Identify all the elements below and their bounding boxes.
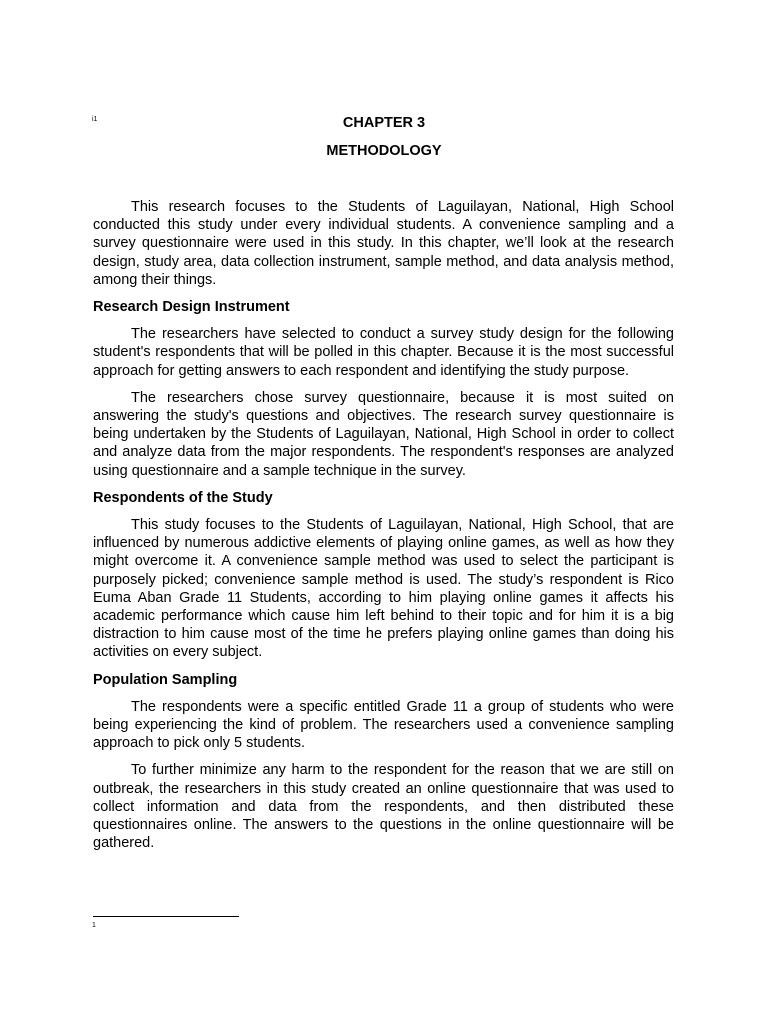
footnote-separator <box>93 916 239 917</box>
paragraph: The respondents were a specific entitled Grade 11 a group of students who were being experiencing the kind of problem. The researchers used a convenience sampling approach to pick only 5 students. <box>93 698 674 752</box>
section-heading-research-design: Research Design Instrument <box>93 299 290 316</box>
reference-mark: i1 <box>92 116 98 123</box>
chapter-heading: CHAPTER 3 <box>342 115 426 131</box>
document-body <box>93 198 674 862</box>
chapter-title: METHODOLOGY <box>326 143 442 159</box>
section-heading-respondents: Respondents of the Study <box>93 489 273 506</box>
paragraph: This study focuses to the Students of Laguilayan, National, High School, that are influenced by numerous addictive elements of playing online games, as well as how they might overcome it. A convenience sample method was used to select the participant is purposely picked; convenience sample method is used. The study’s respondent is Rico Euma Aban Grade 11 Students, according to him playing online games it affects his academic performance which cause him left behind to their topic and for him it is a big distraction to him cause most of the time he prefers playing online games than doing his activities on every subject. <box>93 517 674 661</box>
paragraph: The researchers chose survey questionnaire, because it is most suited on answering the study's questions and objectives. The research survey questionnaire is being undertaken by the Students of Laguilayan, National, High School in order to collect and analyze data from the major respondents. The respondent's responses are analyzed using questionnaire and a sample technique in the survey. <box>93 389 674 479</box>
footnote-mark: 1 <box>92 922 96 929</box>
paragraph: To further minimize any harm to the respondent for the reason that we are still on outbreak, the researchers in this study created an online questionnaire that was used to collect information and data from the respondents, and then distributed these questionnaires online. The answers to the questions in the online questionnaire will be gathered. <box>93 762 674 852</box>
intro-paragraph: This research focuses to the Students of Laguilayan, National, High School conducted this study under every individual students. A convenience sampling and a survey questionnaire were used in this study. In this chapter, we’ll look at the research design, study area, data collection instrument, sample method, and data analysis method, among their things. <box>93 199 674 288</box>
section-heading-population-sampling: Population Sampling <box>93 671 238 688</box>
paragraph: The researchers have selected to conduct a survey study design for the following student's respondents that will be polled in this chapter. Because it is the most successful approach for getting answers to each respondent and identifying the study purpose. <box>93 326 674 379</box>
